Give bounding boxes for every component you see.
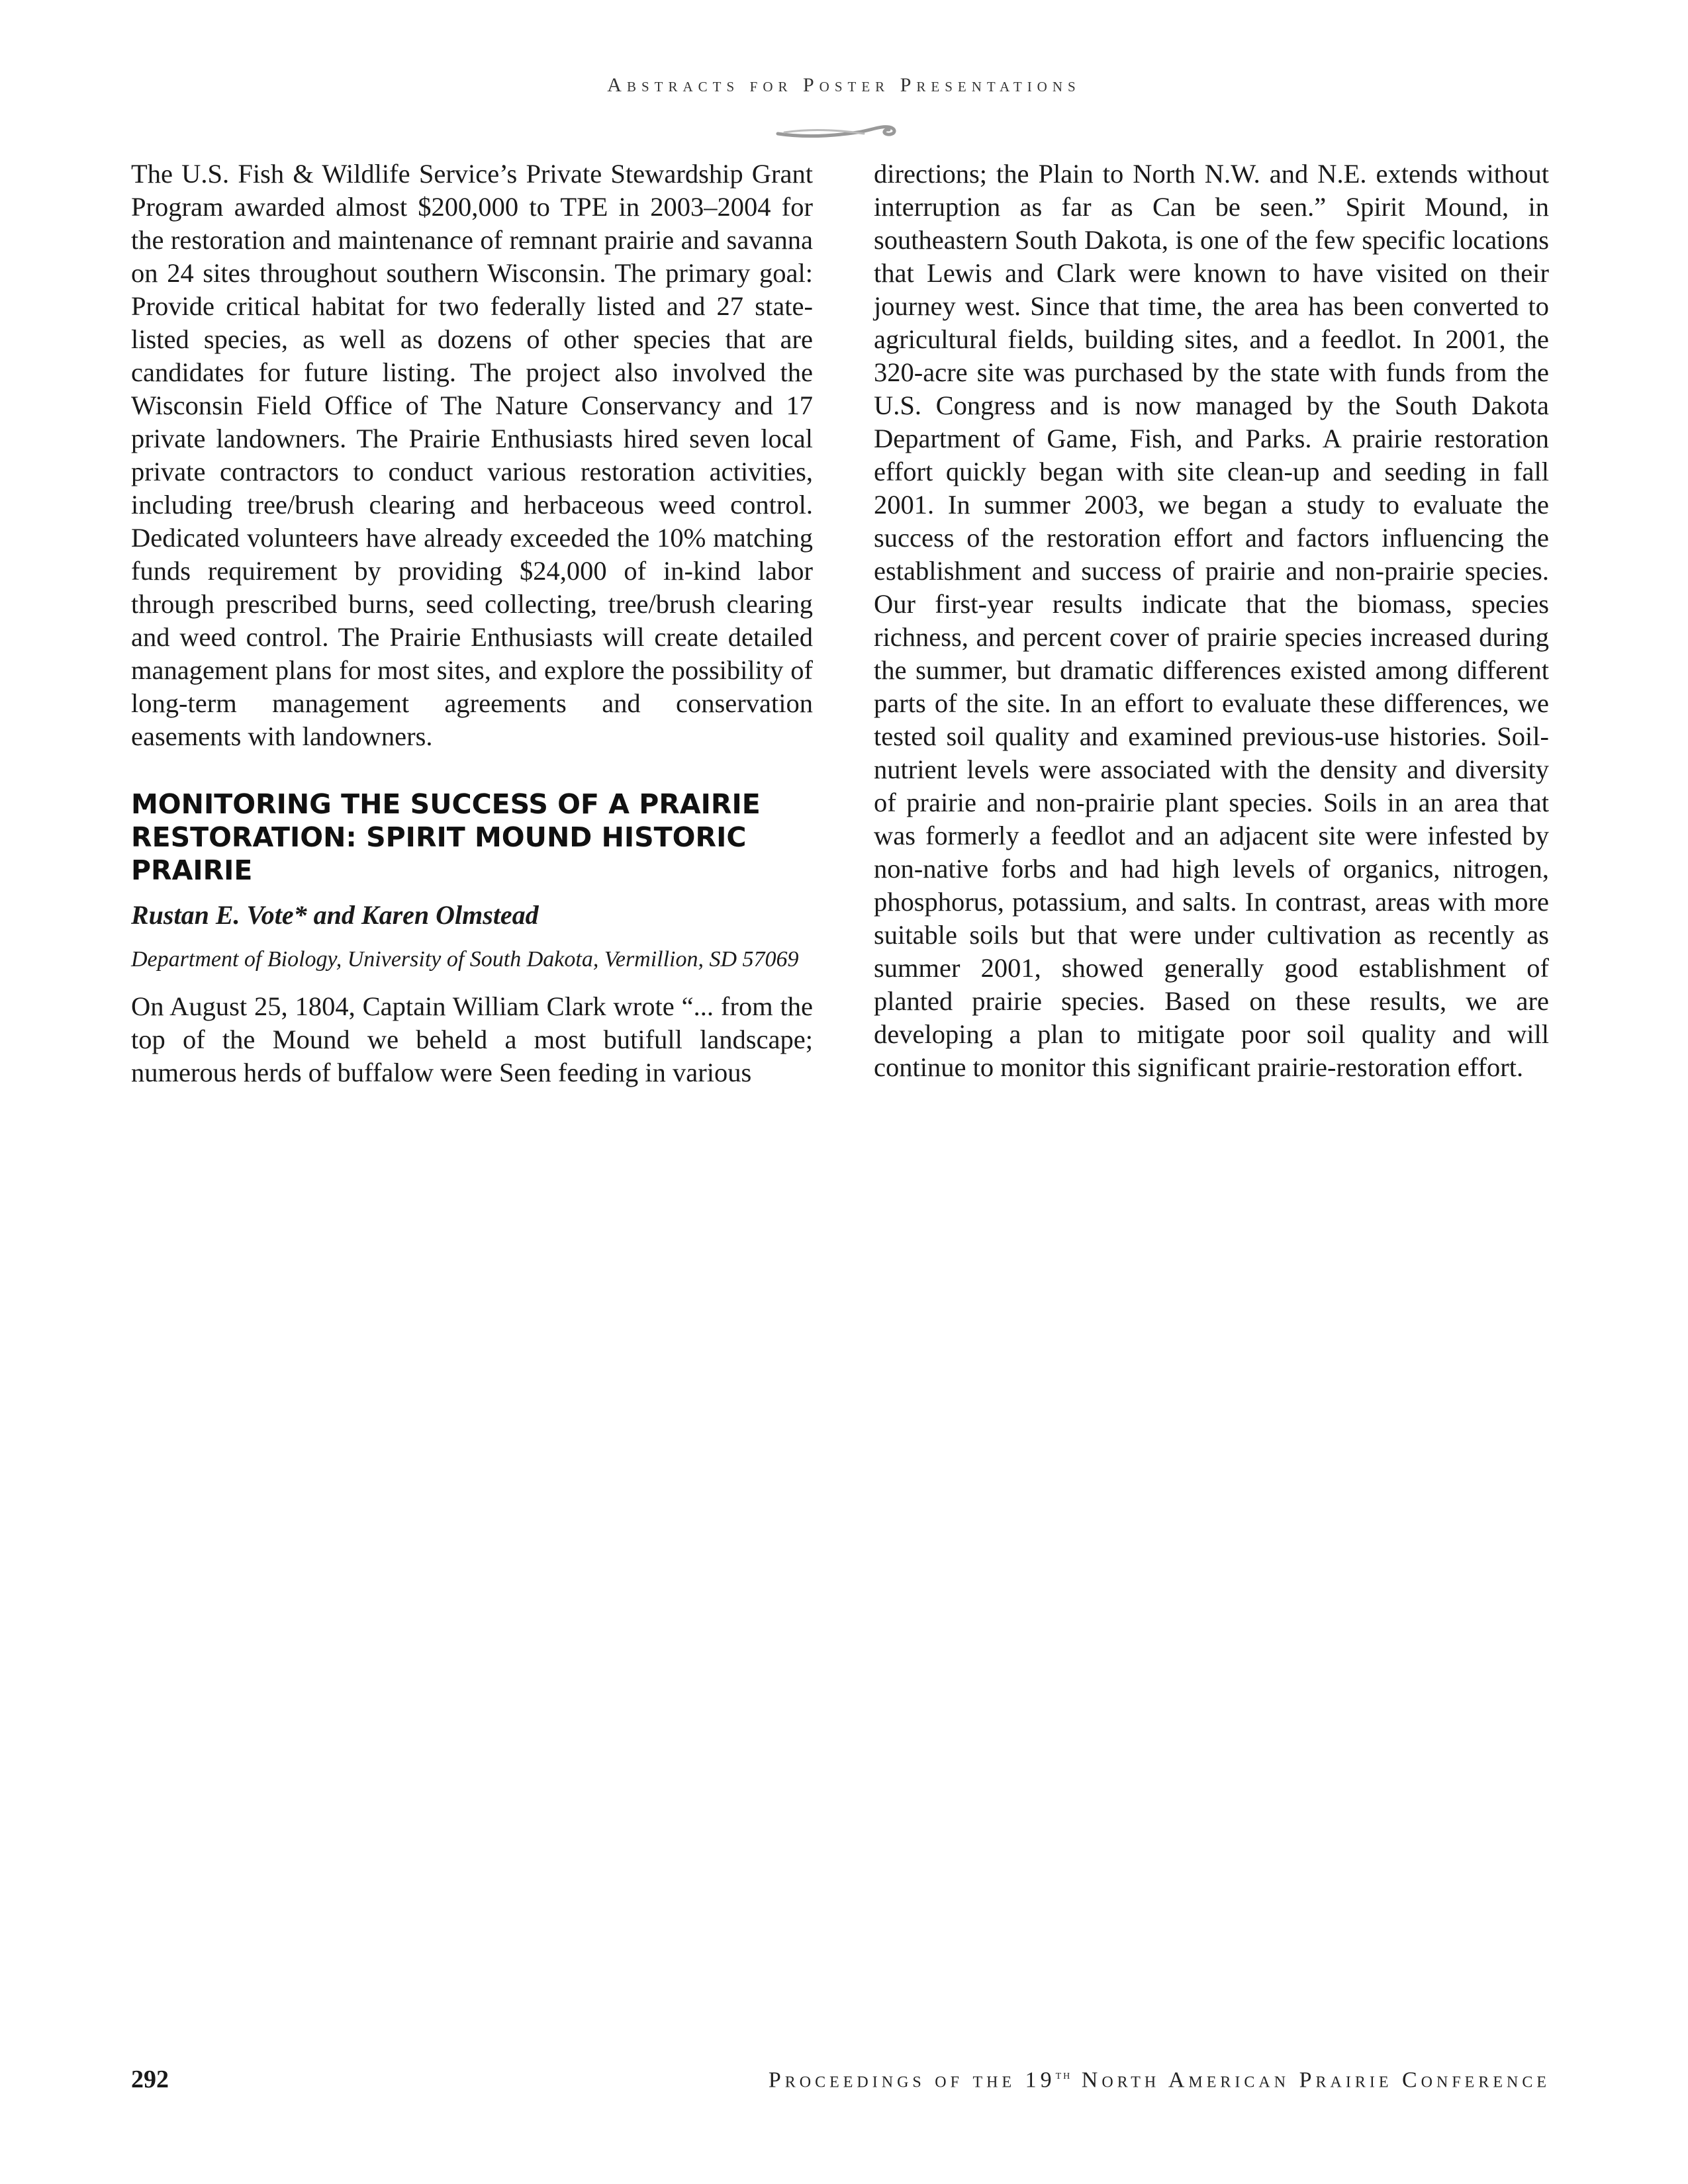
abstract-paragraph-continued: directions; the Plain to North N.W. and N.E. extends without interruption as far as Can be seen.” Spirit Mound, in southeastern South Dakota, is one of the few specific locations that Lewis and Clark were known to have visited on their journey west. Since that time, the area has been converted to agricultural fields, building sites, and a feedlot. In 2001, the 320-acre site was purchased by the state with funds from the U.S. Congress and is now managed by the South Dakota Department of Game, Fish, and Parks. A prairie restoration effort quickly began with site clean-up and seeding in fall 2001. In summer 2003, we began a study to evaluate the success of the restoration effort and factors influencing the establishment and success of prairie and non-prairie species. Our first-year results indicate that the biomass, species richness, and percent cover of prairie species increased during the summer, but dramatic differences existed among different parts of the site. In an effort to evaluate these differences, we tested soil quality and examined previous-use histories. Soil-nutrient levels were associated with the density and diversity of prairie and non-prairie plant species. Soils in an area that was formerly a feedlot and an adjacent site were infested by non-native forbs and had high levels of organics, nitrogen, phosphorus, potassium, and salts. In contrast, areas with more suitable soils but that were under cultivation as recently as summer 2001, showed generally good establishment of planted prairie species. Based on these results, we are developing a plan to mitigate poor soil quality and will continue to monitor this significant prairie-restoration effort. — [874, 159, 1549, 1082]
article-authors: Rustan E. Vote* and Karen Olmstead — [131, 900, 539, 930]
running-header: Abstracts for Poster Presentations — [607, 74, 1081, 96]
page-number: 292 — [131, 2066, 169, 2093]
right-column — [874, 158, 1549, 1084]
publication-title-superscript: th — [1055, 2068, 1072, 2082]
left-column — [131, 158, 813, 1089]
abstract-paragraph-start: On August 25, 1804, Captain William Clark wrote “... from the top of the Mound we beheld a most butifull landscape; numerous herds of buffalow were Seen feeding in various — [131, 991, 813, 1087]
publication-title-prefix: Proceedings of the 19 — [768, 2068, 1056, 2093]
publication-title — [769, 2068, 1550, 2093]
publication-title-suffix: North American Prairie Conference — [1072, 2068, 1550, 2093]
intro-paragraph: The U.S. Fish & Wildlife Service’s Private Stewardship Grant Program awarded almost $200,000 to TPE in 2003–2004 for the restoration and maintenance of remnant prairie and savanna on 24 sites throughout southern Wisconsin. The primary goal: Provide critical habitat for two federally listed and 27 state-listed species, as well as dozens of other species that are candidates for future listing. The project also involved the Wisconsin Field Office of The Nature Conservancy and 17 private landowners. The Prairie Enthusiasts hired seven local private contractors to conduct various restoration activities, including tree/brush clearing and herbaceous weed control. Dedicated volunteers have already exceeded the 10% matching funds requirement by providing $24,000 of in-kind labor through prescribed burns, seed collecting, tree/brush clearing and weed control. The Prairie Enthusiasts will create detailed management plans for most sites, and explore the possibility of long-term management agreements and conservation easements with landowners. — [131, 159, 813, 751]
decorative-flourish — [771, 118, 904, 144]
article-title: MONITORING THE SUCCESS OF A PRAIRIE RESTORATION: SPIRIT MOUND HISTORIC PRAIRIE — [131, 788, 761, 886]
author-affiliation: Department of Biology, University of South Dakota, Vermillion, SD 57069 — [131, 947, 799, 972]
